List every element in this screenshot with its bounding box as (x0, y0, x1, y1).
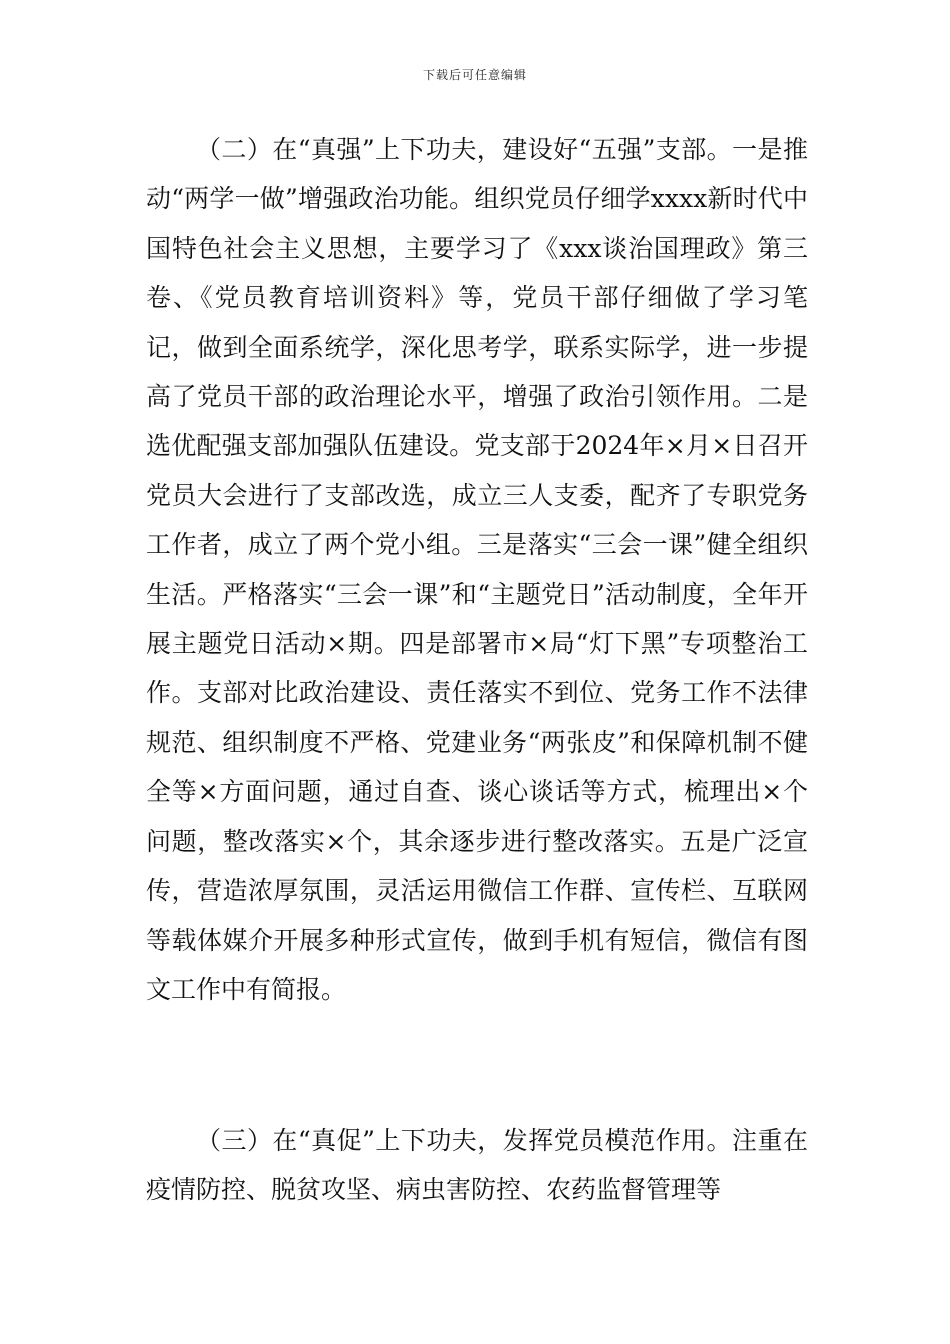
header-note: 下载后可任意编辑 (422, 68, 527, 82)
paragraph-section-2: （二）在“真强”上下功夫，建设好“五强”支部。一是推动“两学一做”增强政治功能。组织党员仔细学xxxx新时代中国特色社会主义思想，主要学习了《xxx谈治国理政》第三卷、《党员教育培训资料》等，党员干部仔细做了学习笔记，做到全面系统学，深化思考学，联系实际学，进一步提高了党员干部的政治理论水平，增强了政治引领作用。二是选优配强支部加强队伍建设。党支部于2024年×月×日召开党员大会进行了支部改选，成立三人支委，配齐了专职党务工作者，成立了两个党小组。三是落实“三会一课”健全组织生活。严格落实“三会一课”和“主题党日”活动制度，全年开展主题党日活动×期。四是部署市×局“灯下黑”专项整治工作。支部对比政治建设、责任落实不到位、党务工作不法律规范、组织制度不严格、党建业务“两张皮”和保障机制不健全等×方面问题，通过自查、谈心谈话等方式，梳理出×个问题，整改落实×个，其余逐步进行整改落实。五是广泛宣传，营造浓厚氛围，灵活运用微信工作群、宣传栏、互联网等载体媒介开展多种形式宣传，做到手机有短信，微信有图文工作中有简报。 (146, 135, 808, 1004)
paragraph-section-3: （三）在“真促”上下功夫，发挥党员模范作用。注重在疫情防控、脱贫攻坚、病虫害防控、农药监督管理等 (146, 1126, 808, 1205)
